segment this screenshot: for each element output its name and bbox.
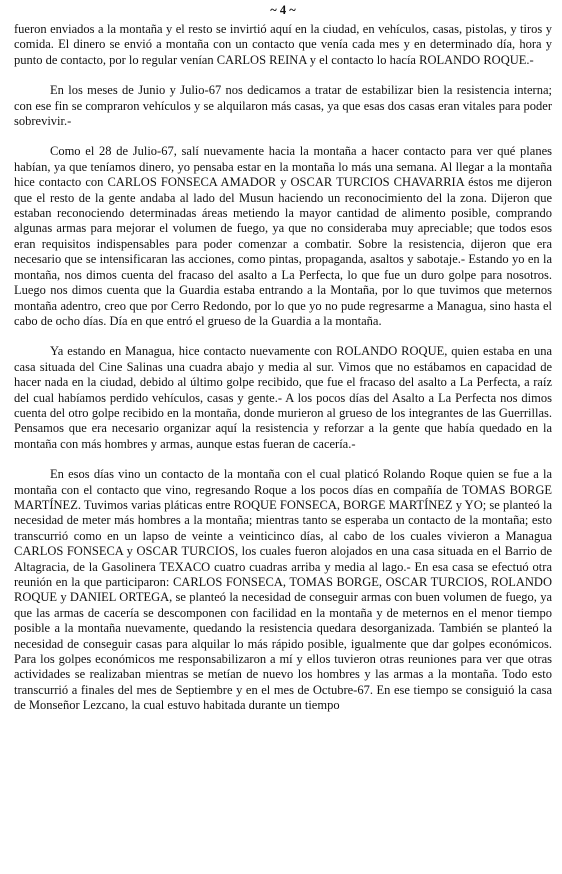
page-number: ~ 4 ~ xyxy=(270,3,296,17)
paragraph-4: Ya estando en Managua, hice contacto nuevamente con ROLANDO ROQUE, quien estaba en una casa situada del Cine Salinas una cuadra abajo y media al sur. Vimos que no estábamos en capacidad de hacer nada en la ciudad, debido al último golpe recibido, que fue el fracaso del asalto a La Perfecta, a raíz del cual habíamos perdido vehículos, casas y gente.- A los pocos días del Asalto a La Perfecta nos dimos cuenta del otro golpe recibido en la montaña, donde murieron al grueso de los integrantes de las Guerrillas. Pensamos que era necesario organizar aquí la resistencia y reforzar a la gente que había quedado en la montaña con más hombres y armas, aunque estas fueran de cacería.- xyxy=(14,344,552,451)
paragraph-5: En esos días vino un contacto de la montaña con el cual platicó Rolando Roque quien se fue a la montaña con el contacto que vino, regresando Roque a los pocos días en compañía de TOMAS BORGE MARTÍNEZ. Tuvimos varias pláticas entre ROQUE FONSECA, BORGE MARTÍNEZ y YO; se planteó la necesidad de meter más hombres a la montaña; mientras tanto se esperaba un contacto de la montaña; esto transcurrió como en un lapso de veinte a veinticinco días, al cabo de los cuales vivieron a Managua CARLOS FONSECA y OSCAR TURCIOS, los cuales fueron alojados en una casa situada en el Barrio de Altagracia, de la Gasolinera TEXACO cuatro cuadras arriba y media al lago.- En esa casa se efectuó otra reunión en la que participaron: CARLOS FONSECA, TOMAS BORGE, OSCAR TURCIOS, ROLANDO ROQUE y DANIEL ORTEGA, se planteó la necesidad de conseguir armas con buen volumen de fuego, ya que las armas de cacería se descomponen con facilidad en la montaña y de meternos en el menor tiempo posible a la montaña nuevamente, quedando la resistencia quedara desorganizada. También se planteó la necesidad de conseguir casas para alquilar lo más rápido posible, igualmente que dar golpes económicos. Para los golpes económicos me responsabilizaron a mí y ellos tuvieron otras reuniones para ver que otras actividades se realizaban mientras se metían de nuevo los hombres y las armas a la montaña. Todo esto transcurrió a finales del mes de Septiembre y en el mes de Octubre-67. En ese tiempo se consiguió la casa de Monseñor Lezcano, la cual estuvo habitada durante un tiempo xyxy=(14,467,552,713)
paragraph-2: En los meses de Junio y Julio-67 nos dedicamos a tratar de estabilizar bien la resistencia interna; con ese fin se compraron vehículos y se alquilaron más casas, ya que esas dos casas eran vitales para poder sobrevivir.- xyxy=(14,83,552,129)
paragraph-1: fueron enviados a la montaña y el resto se invirtió aquí en la ciudad, en vehículos, casas, pistolas, y tiros y comida. El dinero se envió a montaña con un contacto que venía cada mes y en determinado día, hora y punto de contacto, por lo regular venían CARLOS REINA y el contacto lo hacía ROLANDO ROQUE.- xyxy=(14,22,552,67)
paragraph-3: Como el 28 de Julio-67, salí nuevamente hacia la montaña a hacer contacto para ver qué planes habían, ya que teníamos dinero, yo pensaba estar en la montaña lo más una semana. Al llegar a la montaña hice contacto con CARLOS FONSECA AMADOR y OSCAR TURCIOS CHAVARRIA éstos me dijeron que el resto de la gente andaba al lado del Musun haciendo un reconocimiento del la zona. Dijeron que estaban reconociendo determinadas áreas metiendo la mayor cantidad de alimento posible, comprando algunas armas para mejorar el volumen de fuego, ya que no consideraba muy apreciable; que todos esos eran requisitos indispensables para poder comenzar a combatir. Sobre la resistencia, dijeron que era necesario que se intensificaran las acciones, como pintas, propaganda, asaltos y sabotaje.- Estando yo en la montaña, nos dimos cuenta del fracaso del asalto a La Perfecta, lo que fue un duro golpe para nosotros. Luego nos dimos cuenta que la Guardia estaba entrando a la Montaña, por lo que tuvimos que meternos montaña adentro, creo que por Cerro Redondo, por lo que yo no pude regresarme a Managua, sino hasta el cabo de ocho días. Día en que entró el grueso de la Guardia a la montaña. xyxy=(14,144,552,328)
